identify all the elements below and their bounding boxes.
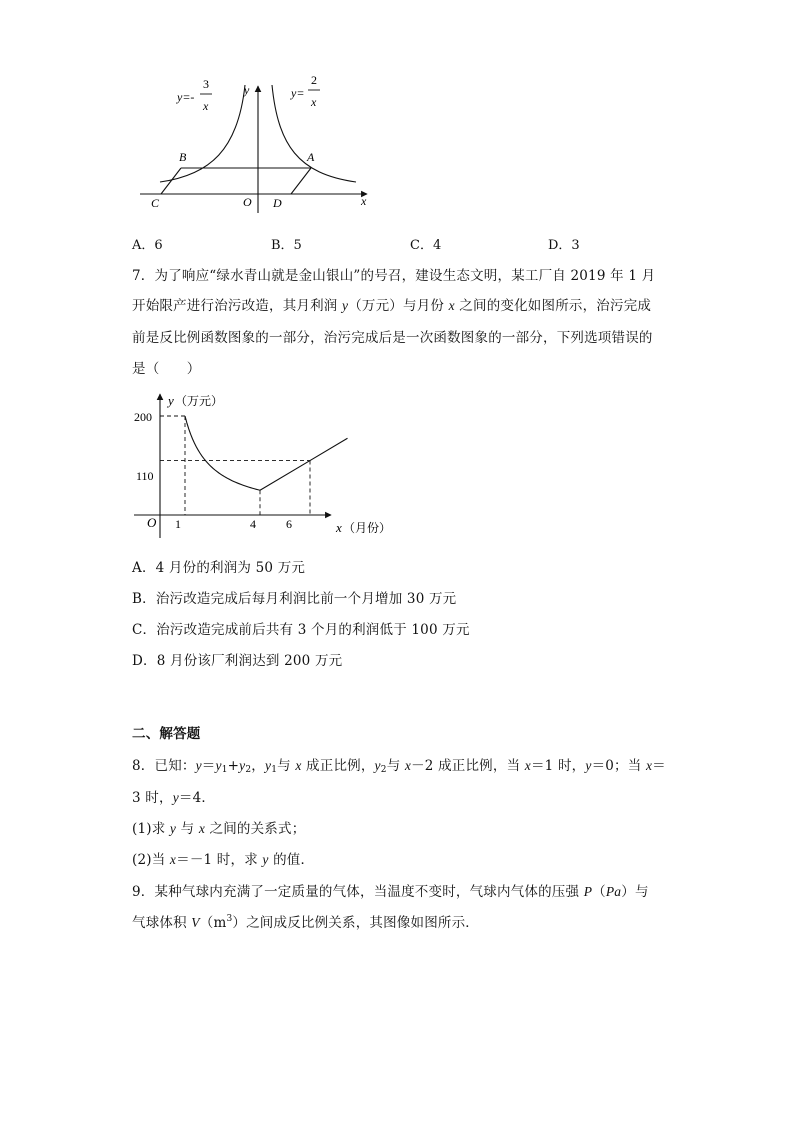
x-axis-label: x bbox=[361, 194, 367, 208]
q8-l2-a: 3 时， bbox=[132, 790, 173, 806]
q8-l1-e: 成正比例， bbox=[301, 758, 375, 774]
q8-sub-1: 1 bbox=[221, 765, 228, 775]
q8-p1-var-x: x bbox=[198, 821, 206, 836]
q8-l1-a: 8．已知： bbox=[132, 758, 196, 774]
chart-xtick-6: 6 bbox=[286, 517, 292, 531]
q8-var-y2b: y bbox=[374, 758, 381, 773]
q8-l2-b: ＝4． bbox=[178, 790, 216, 806]
q7-line-2-c: 之间的变化如图所示，治污完成 bbox=[454, 298, 652, 314]
q9-l1-a: 9．某种气球内充满了一定质量的气体，当温度不变时，气球内气体的压强 bbox=[132, 884, 584, 900]
q6-option-a: A．6 bbox=[132, 238, 163, 253]
q8-sub-1b: 1 bbox=[271, 765, 278, 775]
q8-line-1 bbox=[132, 754, 666, 775]
q8-var-x4: x bbox=[645, 758, 653, 773]
q7-line-4: 是（ ） bbox=[132, 361, 201, 377]
q7-var-x: x bbox=[448, 298, 455, 313]
q7-option-d: D．8 月份该厂利润达到 200 万元 bbox=[132, 653, 343, 669]
q8-var-y3: y bbox=[585, 758, 592, 773]
point-d-label: D bbox=[273, 196, 282, 210]
point-a-label: A bbox=[307, 150, 315, 164]
q7-option-c: C．治污改造完成前后共有 3 个月的利润低于 100 万元 bbox=[132, 622, 470, 638]
q7-option-a: A．4 月份的利润为 50 万元 bbox=[132, 560, 306, 576]
q7-line-1: 7．为了响应“绿水青山就是金山银山”的号召，建设生态文明，某工厂自 2019 年 1 月 bbox=[132, 268, 656, 284]
q9-var-v: V bbox=[191, 915, 200, 930]
chart-series-linear-line bbox=[260, 438, 348, 490]
q7-option-b: B．治污改造完成后每月利润比前一个月增加 30 万元 bbox=[132, 591, 457, 607]
left-func-den: x bbox=[203, 99, 209, 113]
y-axis-label: y bbox=[244, 83, 250, 97]
q9-l1-c: ）与 bbox=[621, 884, 649, 900]
q8-sub-2: 2 bbox=[245, 765, 252, 775]
q9-line-1 bbox=[132, 880, 649, 900]
q8-p2-a: (2)当 bbox=[132, 852, 170, 868]
q8-var-y1: y bbox=[215, 758, 222, 773]
chart-xtick-4: 4 bbox=[250, 517, 256, 531]
q7-line-2 bbox=[132, 294, 651, 314]
q8-var-y: y bbox=[195, 758, 202, 773]
q8-l1-i: ＝0；当 bbox=[591, 758, 646, 774]
q6-option-b: B．5 bbox=[271, 238, 302, 253]
q8-p1-a: (1)求 bbox=[132, 821, 170, 837]
q8-p2-c: 的值． bbox=[268, 852, 315, 868]
q8-p2-var-y: y bbox=[262, 852, 269, 867]
q8-l1-j: ＝ bbox=[652, 758, 666, 774]
right-func-prefix: y= bbox=[291, 86, 305, 100]
q8-eq: ＝ bbox=[201, 758, 216, 774]
right-func-num: 2 bbox=[311, 73, 317, 87]
q8-var-y2: y bbox=[239, 758, 246, 773]
q8-part-1 bbox=[132, 817, 305, 837]
q8-p1-c: 之间的关系式； bbox=[205, 821, 306, 837]
q7-line-3: 前是反比例函数图象的一部分，治污完成后是一次函数图象的一部分，下列选项错误的 bbox=[132, 330, 653, 346]
chart-ytick-110: 110 bbox=[136, 469, 154, 483]
q8-p1-var-y: y bbox=[169, 821, 177, 836]
q8-l1-f: 与 bbox=[386, 758, 405, 774]
q9-unit-pa: Pa bbox=[605, 884, 622, 899]
q9-var-p: P bbox=[583, 884, 593, 899]
q9-line-2 bbox=[132, 911, 479, 931]
profit-chart bbox=[128, 388, 428, 548]
q8-l2-var-y: y bbox=[172, 790, 179, 805]
q8-var-y1b: y bbox=[265, 758, 272, 773]
q7-var-y: y bbox=[342, 298, 349, 313]
q9-l2-c: ）之间成反比例关系，其图像如图所示． bbox=[232, 915, 479, 931]
origin-label: O bbox=[243, 195, 252, 209]
q8-l1-h: ＝1 时， bbox=[530, 758, 586, 774]
q8-var-x: x bbox=[295, 758, 302, 773]
q8-var-x3: x bbox=[524, 758, 531, 773]
q9-sup-3: 3 bbox=[226, 914, 233, 924]
chart-y-var: y bbox=[168, 393, 174, 408]
left-func-prefix: y=- bbox=[177, 90, 195, 104]
q8-var-x2: x bbox=[404, 758, 412, 773]
segment-ad bbox=[291, 168, 311, 194]
hyperbola-figure bbox=[130, 70, 380, 220]
q6-option-d: D．3 bbox=[548, 238, 580, 253]
q9-l2-a: 气球体积 bbox=[132, 915, 192, 931]
q8-line-2 bbox=[132, 786, 215, 806]
q8-sub-2b: 2 bbox=[380, 765, 387, 775]
q8-plus: + bbox=[227, 758, 240, 774]
chart-x-unit: （月份） bbox=[343, 521, 392, 535]
left-func-num: 3 bbox=[203, 77, 209, 91]
q8-p2-var-x: x bbox=[169, 852, 177, 867]
q8-l1-d: 与 bbox=[277, 758, 296, 774]
chart-xtick-1: 1 bbox=[175, 517, 181, 531]
q6-option-c: C．4 bbox=[410, 238, 442, 253]
q9-l1-b: （ bbox=[592, 884, 606, 900]
q7-line-2-a: 开始限产进行治污改造，其月利润 bbox=[132, 298, 342, 314]
point-b-label: B bbox=[179, 150, 187, 164]
point-c-label: C bbox=[151, 196, 160, 210]
q7-line-2-b: （万元）与月份 bbox=[348, 298, 449, 314]
q8-comma: ， bbox=[251, 758, 265, 774]
right-func-den: x bbox=[311, 95, 317, 109]
chart-x-var: x bbox=[336, 520, 342, 535]
q8-p2-b: ＝－1 时，求 bbox=[176, 852, 263, 868]
chart-origin-label: O bbox=[147, 515, 157, 530]
chart-ytick-200: 200 bbox=[134, 410, 152, 424]
q8-l1-g: －2 成正比例，当 bbox=[411, 758, 525, 774]
chart-series-inverse-curve bbox=[185, 416, 260, 490]
q8-part-2 bbox=[132, 848, 314, 868]
chart-y-unit: （万元） bbox=[175, 394, 224, 408]
q9-l2-b: （m bbox=[199, 915, 227, 931]
section-title: 二、解答题 bbox=[132, 726, 201, 742]
q8-p1-b: 与 bbox=[176, 821, 199, 837]
